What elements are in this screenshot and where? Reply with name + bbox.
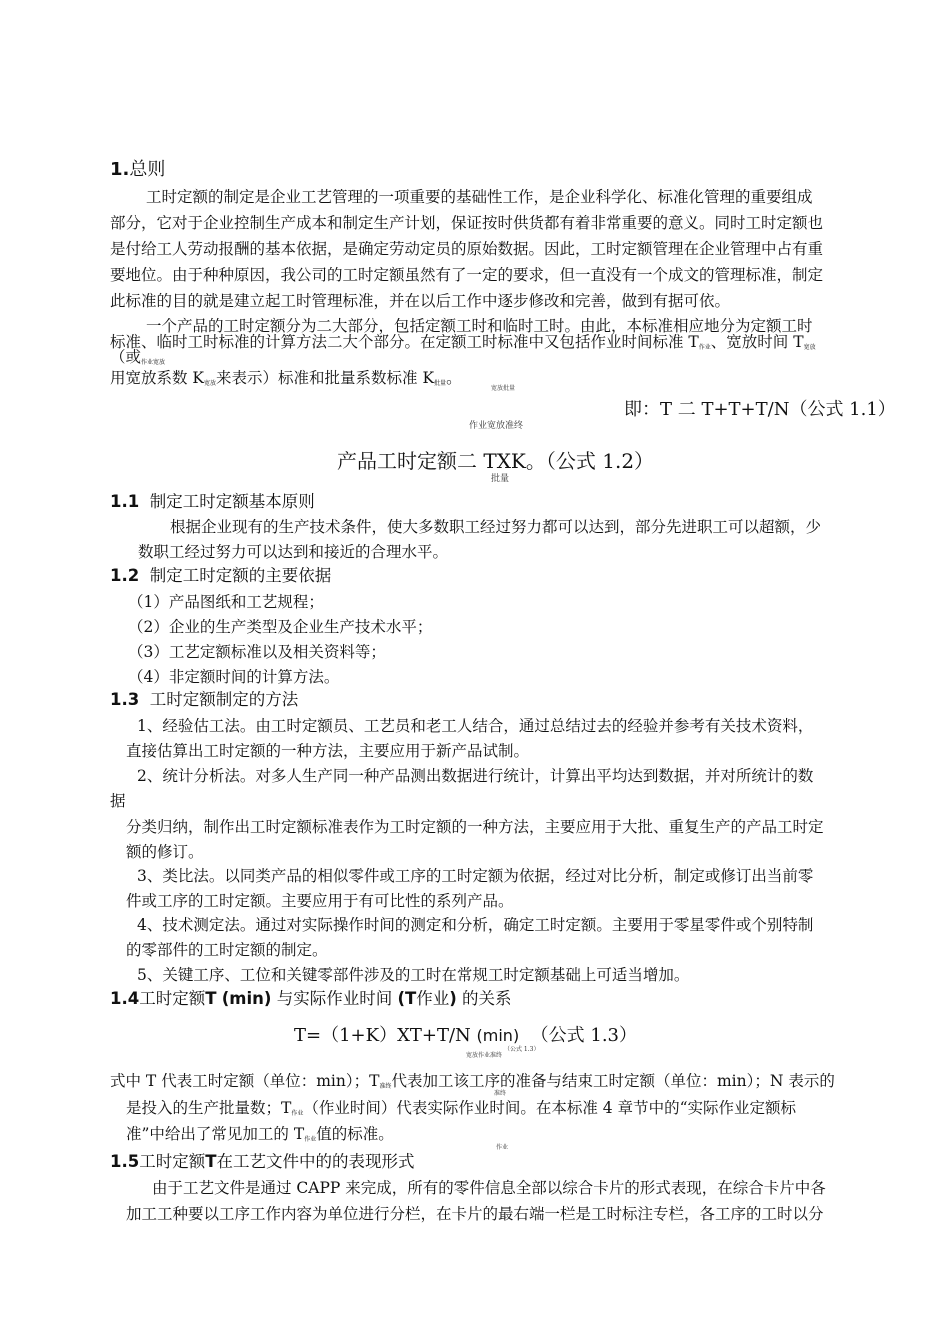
section-1-2-item-4: （4）非定额时间的计算方法。 [128,668,340,686]
section-1-3-line-2: 直接估算出工时定额的一种方法，主要应用于新产品试制。 [126,742,530,760]
heading-1-title: 总则 [129,159,166,180]
formula-1-3-under: 宽放作业准终 [466,1052,503,1059]
heading-1 [110,160,165,180]
section-1-4-title-min: (min) [221,989,272,1008]
section-1-4-title-zuoye: 作业 [416,989,450,1008]
intro-p2-text-c: 用宽放系数 K [110,369,205,387]
section-1-5-number: 1.5 [110,1152,140,1171]
section-1-2-item-3: （3）工艺定额标准以及相关资料等； [128,643,386,661]
intro-p2-text-d: 来表示）标准和批量系数标准 K [216,369,435,387]
section-1-2-item-1: （1）产品图纸和工艺规程； [128,593,324,611]
formula-1-3-min: (min) [476,1026,520,1045]
section-1-2-number: 1.2 [110,566,140,585]
section-1-4-line-2 [126,1098,796,1124]
subscript-kuanfang-2: 宽放 [204,380,217,387]
heading-1-number: 1. [110,159,130,180]
section-1-5-title-t: T [205,1152,217,1171]
subscript-zuoye-kuanfang: 作业宽放 [141,359,166,366]
section-1-5-heading [110,1152,415,1172]
section-1-3-line-1: 1、经验估工法。由工时定额员、工艺员和老工人结合，通过总结过去的经验并参考有关技术资料， [137,717,814,735]
section-1-1-line-2: 数职工经过努力可以达到和接近的合理水平。 [138,543,449,561]
section-1-4-l1-a: 式中 T 代表工时定额（单位：min）；T [110,1072,380,1090]
section-1-4-title-a: 工时定额 [139,989,206,1008]
section-1-3-line-6: 额的修订。 [126,843,204,861]
section-1-5-line-1: 由于工艺文件是通过 CAPP 来完成，所有的零件信息全部以综合卡片的形式表现，在综合卡片中各 [152,1179,826,1197]
section-1-2-title: 制定工时定额的主要依据 [149,566,332,585]
section-1-3-line-3: 2、统计分析法。对多人生产同一种产品测出数据进行统计，计算出平均达到数据，并对所统计的数 [137,767,814,785]
section-1-4-heading [110,989,512,1009]
formula-1-3-main: T=（1+K）XT+T/N [294,1025,471,1046]
tiny-zuoye: 作业 [496,1144,509,1151]
intro-p1-line-2: 部分，它对于企业控制生产成本和制定生产计划，保证按时供货都有着非常重要的意义。同时工时定额也 [110,214,824,232]
section-1-4-line-3 [126,1124,394,1150]
section-1-4-title-d: 与实际作业时间 [276,989,393,1008]
section-1-4-title-t: T [205,989,217,1008]
section-1-5-title-c: 在工艺文件中的的表现形式 [216,1152,415,1171]
formula-1-3-tag: （公式 1.3） [530,1025,637,1046]
section-1-4-title-paren: ) [449,989,457,1008]
intro-p2-line-1: 一个产品的工时定额分为二大部分，包括定额工时和临时工时。由此，本标准相应地分为定额工时 [146,317,813,335]
formula-1-1: 即：T 二 T+T+T/N（公式 1.1） [624,399,896,420]
intro-p1-line-3: 是付给工人劳动报酬的基本依据，是确定劳动定员的原始数据。因此，工时定额管理在企业管理中占有重 [110,240,824,258]
section-1-3-number: 1.3 [110,690,140,709]
section-1-5-title-a: 工时定额 [139,1152,206,1171]
subscript-zuoye: 作业 [698,344,711,351]
subscript-zhunzhong: 准终 [379,1083,392,1090]
intro-p1-line-1: 工时定额的制定是企业工艺管理的一项重要的基础性工作，是企业科学化、标准化管理的重要组成 [146,188,813,206]
section-1-4-l3-b: 值的标准。 [316,1125,394,1143]
section-1-3-line-5: 分类归纳，制作出工时定额标准表作为工时定额的一种方法，主要应用于大批、重复生产的产品工时定 [126,818,824,836]
section-1-4-title-t2: (T [397,989,417,1008]
tiny-zhunzhong: 准终 [494,1090,507,1097]
section-1-4-title-h: 的关系 [462,989,512,1008]
intro-p1-line-4: 要地位。由于种种原因，我公司的工时定额虽然有了一定的要求，但一直没有一个成文的管理标准，制定 [110,266,824,284]
formula-1-3-under-tag: （公式 1.3） [504,1046,540,1053]
section-1-2-heading [110,566,331,586]
intro-p2-period: 。 [446,369,462,387]
section-1-3-heading [110,690,298,710]
section-1-4-number: 1.4 [110,989,140,1008]
section-1-1-heading [110,492,315,512]
section-1-3-line-4: 据 [110,792,126,810]
formula-1-1-under: 作业宽放准终 [469,421,524,431]
section-1-3-title: 工时定额制定的方法 [149,690,299,709]
formula-1-2: 产品工时定额二 TXK。（公式 1.2） [337,449,655,473]
intro-p1-line-5: 此标准的目的就是建立起工时管理标准，并在以后工作中逐步修改和完善，做到有据可依。 [110,292,731,310]
intro-p2-huo: （或 [110,348,142,366]
subscript-zuoye-2: 作业 [291,1110,304,1117]
formula-1-2-under: 批量 [491,474,510,484]
section-1-3-line-8: 件或工序的工时定额。主要应用于有可比性的系列产品。 [126,892,514,910]
section-1-4-l3-a: 准”中给出了常见加工的 T [126,1125,305,1143]
section-1-5-line-2: 加工工种要以工序工作内容为单位进行分栏，在卡片的最右端一栏是工时标注专栏，各工序的工时以分 [126,1205,824,1223]
intro-p2-text-b: 、宽放时间 T [710,333,804,351]
section-1-2-item-2: （2）企业的生产类型及企业生产技术水平； [128,618,433,636]
section-1-3-line-7: 3、类比法。以同类产品的相似零件或工序的工时定额为依据，经过对比分析，制定或修订出当前零 [137,867,814,885]
intro-p2-line-2 [110,332,816,358]
section-1-3-line-9: 4、技术测定法。通过对实际操作时间的测定和分析，确定工时定额。主要用于零星零件或个别特制 [137,916,814,934]
section-1-1-number: 1.1 [110,492,140,511]
intro-p2-text-a: 标准、临时工时标准的计算方法二大个部分。在定额工时标准中又包括作业时间标准 T [110,333,699,351]
section-1-1-line-1: 根据企业现有的生产技术条件，使大多数职工经过努力都可以达到，部分先进职工可以超额，少 [170,518,822,536]
section-1-4-l1-b: 代表加工该工序的准备与结束工时定额（单位：min）；N 表示的 [391,1072,835,1090]
section-1-4-l2-b: （作业时间）代表实际作业时间。在本标准 4 章节中的“实际作业定额标 [303,1099,797,1117]
section-1-4-l2-a: 是投入的生产批量数；T [126,1099,292,1117]
subscript-zuoye-3: 作业 [304,1136,317,1143]
subscript-kuanfang: 宽放 [803,344,816,351]
tiny-kuanfang-piliang: 宽放批量 [491,385,516,392]
intro-p2-line-4 [110,368,462,394]
formula-1-3 [294,1026,637,1046]
section-1-3-line-11: 5、关键工序、工位和关键零部件涉及的工时在常规工时定额基础上可适当增加。 [137,966,690,984]
section-1-4-line-1 [110,1071,835,1097]
section-1-3-line-10: 的零部件的工时定额的制定。 [126,941,328,959]
subscript-piliang: 批量 [434,380,447,387]
section-1-1-title: 制定工时定额基本原则 [149,492,315,511]
